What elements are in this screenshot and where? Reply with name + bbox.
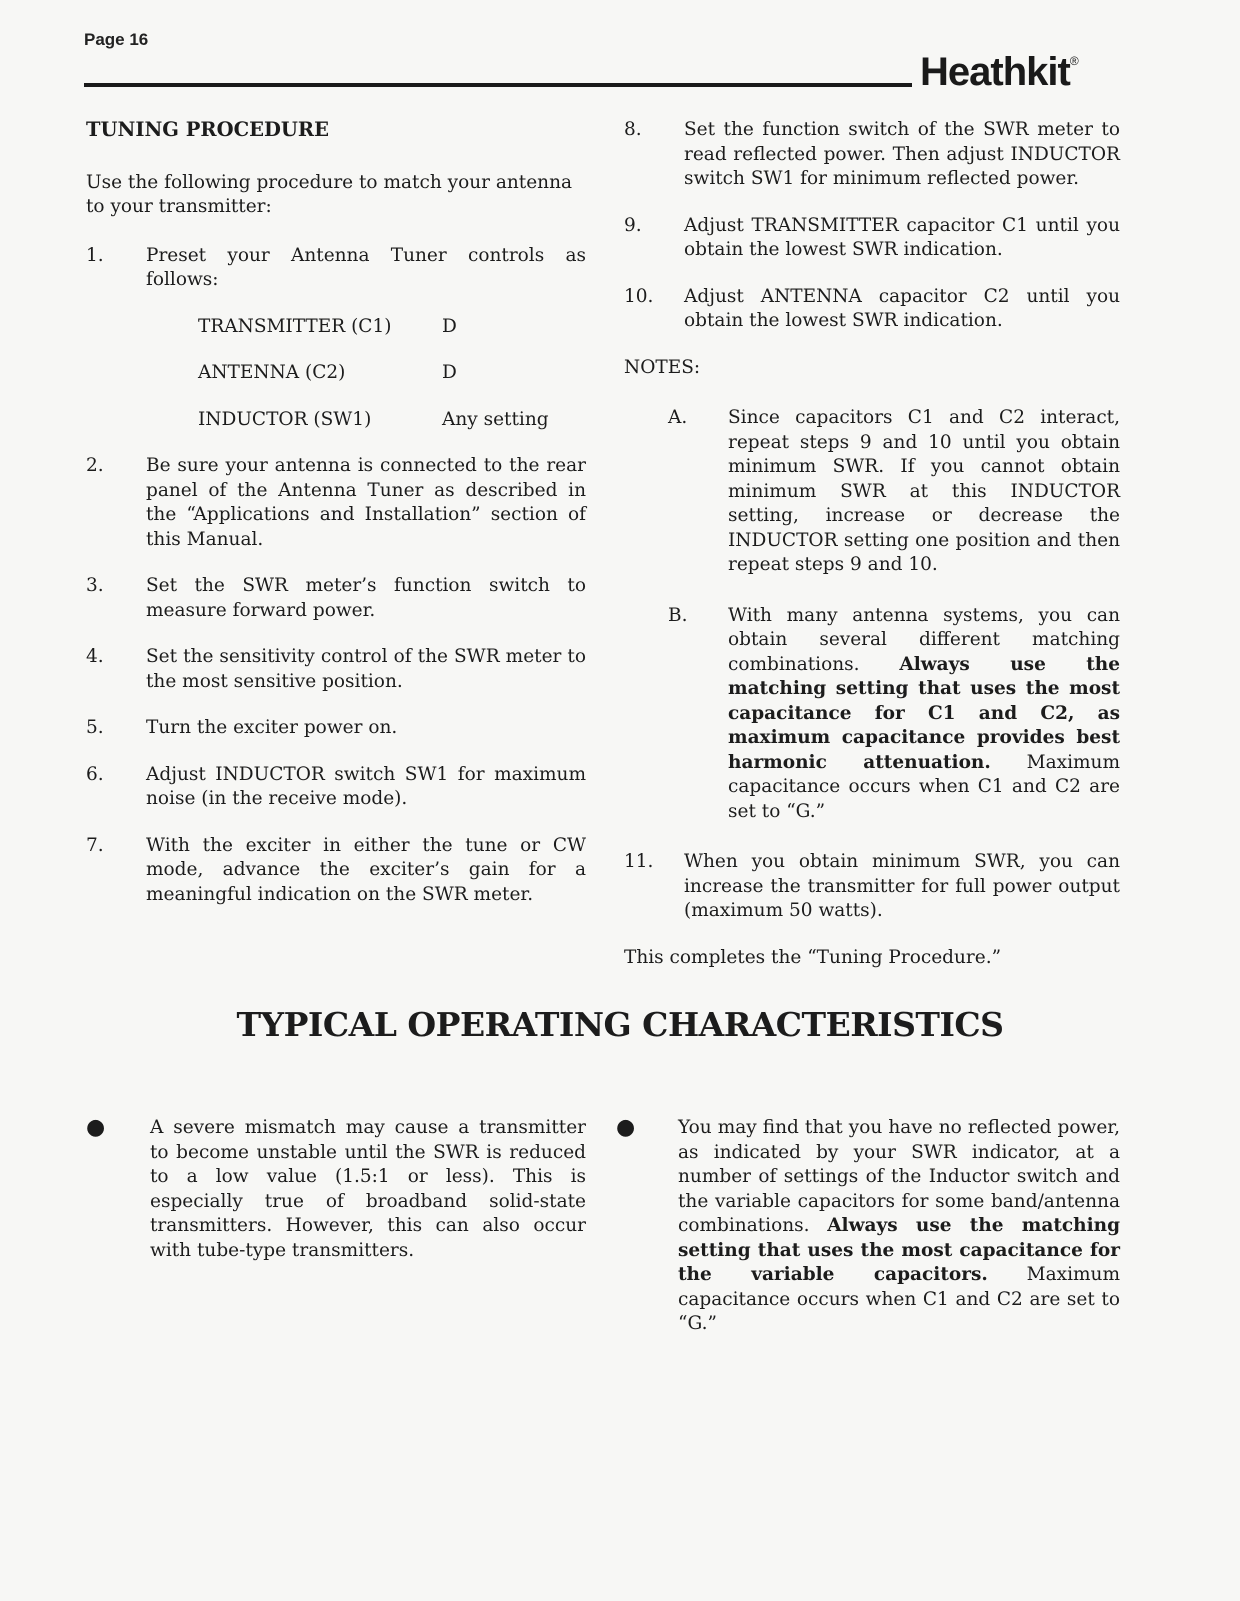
registered-mark: ® bbox=[1069, 53, 1078, 68]
step-text: Preset your Antenna Tuner controls as follows: bbox=[146, 244, 586, 290]
bullet-text-plain: You may find that you have no reflected power, as indicated by your SWR indicator, at a number of settings of the Inductor switch and the variable capacitors for some band/antenna combinations. bbox=[678, 1117, 1120, 1236]
preset-value: D bbox=[442, 362, 457, 383]
step-8 bbox=[624, 118, 1120, 192]
step-text: Set the sensitivity control of the SWR meter to the most sensitive position. bbox=[146, 646, 586, 692]
note-text bbox=[728, 604, 1120, 825]
preset-label: TRANSMITTER (C1) bbox=[198, 315, 392, 337]
step-9 bbox=[624, 214, 1120, 263]
note-a bbox=[668, 406, 1120, 578]
step-1 bbox=[86, 244, 586, 293]
step-5 bbox=[86, 716, 586, 741]
step-text: Be sure your antenna is connected to the rear panel of the Antenna Tuner as described in the “Applications and Installation” section of this Manual. bbox=[146, 455, 586, 550]
preset-row-transmitter bbox=[198, 315, 586, 340]
step-text: Set the SWR meter’s function switch to measure forward power. bbox=[146, 575, 586, 621]
step-number: 10. bbox=[624, 285, 654, 307]
left-column bbox=[86, 118, 586, 929]
preset-table bbox=[198, 315, 586, 433]
step-7 bbox=[86, 834, 586, 908]
step-number: 5. bbox=[86, 717, 104, 738]
tuning-procedure-heading: TUNING PROCEDURE bbox=[86, 118, 329, 141]
preset-row-antenna bbox=[198, 361, 586, 386]
step-number: 7. bbox=[86, 834, 104, 856]
bullet-text bbox=[678, 1116, 1120, 1337]
header-rule bbox=[84, 83, 912, 87]
step-number: 6. bbox=[86, 763, 104, 785]
step-text: Adjust TRANSMITTER capacitor C1 until you obtain the lowest SWR indication. bbox=[684, 214, 1120, 260]
note-text-tail: Maximum capacitance occurs when C1 and C2 are set to “G.” bbox=[728, 751, 1120, 822]
note-b bbox=[668, 604, 1120, 825]
step-text: Adjust INDUCTOR switch SW1 for maximum noise (in the receive mode). bbox=[146, 763, 586, 809]
step-number: 2. bbox=[86, 455, 104, 476]
step-11 bbox=[624, 850, 1120, 924]
step-text: Adjust ANTENNA capacitor C2 until you obtain the lowest SWR indication. bbox=[684, 285, 1120, 331]
note-letter: A. bbox=[668, 407, 688, 428]
step-4 bbox=[86, 645, 586, 694]
preset-row-inductor bbox=[198, 408, 586, 433]
step-text: Turn the exciter power on. bbox=[146, 717, 398, 738]
preset-label: INDUCTOR (SW1) bbox=[198, 408, 372, 430]
step-number: 3. bbox=[86, 575, 104, 596]
preset-label: ANTENNA (C2) bbox=[198, 362, 346, 383]
bullet-icon: ● bbox=[86, 1115, 106, 1140]
step-3 bbox=[86, 574, 586, 623]
step-2 bbox=[86, 454, 586, 552]
preset-value: D bbox=[442, 315, 457, 337]
step-text: With the exciter in either the tune or CW mode, advance the exciter’s gain for a meaningful indication on the SWR meter. bbox=[146, 834, 586, 905]
page-number: Page 16 bbox=[84, 30, 149, 49]
step-text: Set the function switch of the SWR meter to read reflected power. Then adjust INDUCTOR switch SW1 for minimum reflected power. bbox=[684, 119, 1120, 189]
characteristic-bullet-right bbox=[616, 1116, 1120, 1337]
bullet-text-tail: Maximum capacitance occurs when C1 and C2 are set to “G.” bbox=[678, 1264, 1120, 1334]
characteristic-bullet-left bbox=[86, 1116, 586, 1263]
right-column bbox=[624, 118, 1120, 970]
preset-value: Any setting bbox=[442, 408, 549, 430]
step-number: 1. bbox=[86, 244, 104, 266]
step-number: 11. bbox=[624, 851, 654, 872]
notes-title: NOTES: bbox=[624, 356, 701, 378]
step-text: When you obtain minimum SWR, you can increase the transmitter for full power output (maximum 50 watts). bbox=[684, 851, 1120, 921]
brand-logo bbox=[920, 50, 1078, 95]
note-text: Since capacitors C1 and C2 interact, repeat steps 9 and 10 until you obtain minimum SWR. If you cannot obtain minimum SWR at this INDUCTOR setting, increase or decrease the INDUCTOR setting one position and then repeat steps 9 and 10. bbox=[728, 407, 1120, 575]
step-number: 8. bbox=[624, 119, 642, 140]
bullet-text-bold: Always use the matching setting that uses the most capacitance for the variable capacitors. bbox=[678, 1215, 1121, 1285]
step-10 bbox=[624, 285, 1120, 334]
brand-name: Heathkit bbox=[920, 50, 1070, 94]
typical-characteristics-title: TYPICAL OPERATING CHARACTERISTICS bbox=[236, 1005, 1004, 1044]
intro-paragraph: Use the following procedure to match your antenna to your transmitter: bbox=[86, 171, 573, 217]
step-6 bbox=[86, 763, 586, 812]
note-text-plain: With many antenna systems, you can obtain several different matching combinations. bbox=[728, 604, 1120, 675]
completion-text: This completes the “Tuning Procedure.” bbox=[624, 946, 1002, 968]
bullet-icon: ● bbox=[616, 1115, 636, 1140]
bullet-text: A severe mismatch may cause a transmitter to become unstable until the SWR is reduced to a low value (1.5:1 or less). This is especially true of broadband solid-state transmitters. However, this can also occur with tube-type transmitters. bbox=[150, 1117, 586, 1261]
step-number: 4. bbox=[86, 646, 104, 667]
note-letter: B. bbox=[668, 604, 688, 626]
note-text-bold: Always use the matching setting that uses the most capacitance for C1 and C2, as maximum capacitance provides best harmonic attenuation. bbox=[728, 653, 1120, 773]
step-number: 9. bbox=[624, 214, 642, 236]
